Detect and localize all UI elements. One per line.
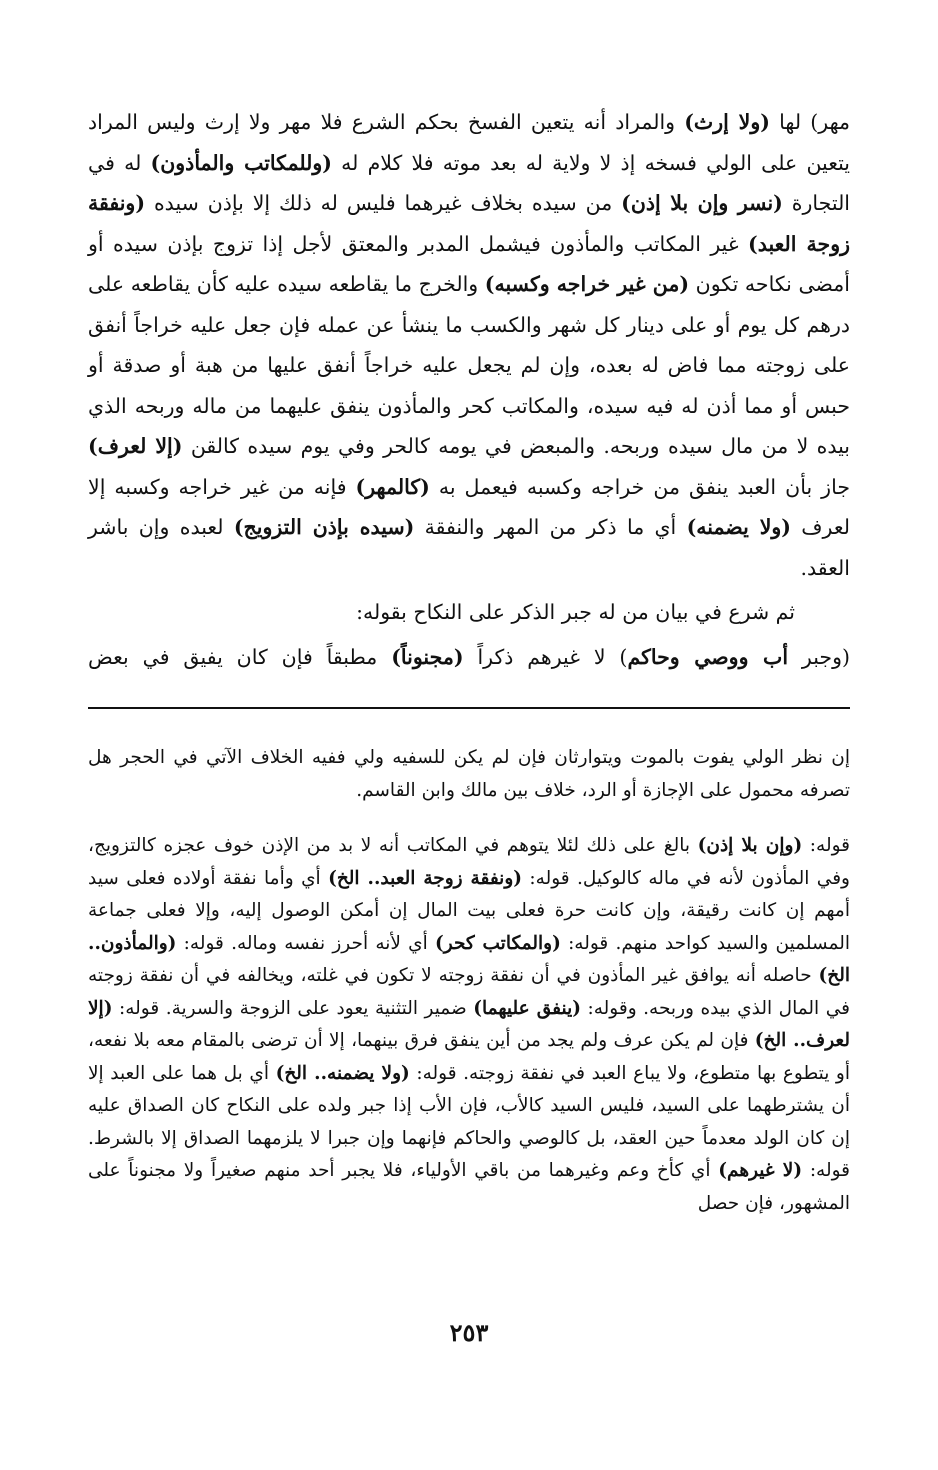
bold-text-run: (سيده بإذن التزويج)	[233, 515, 415, 539]
text-run: والمراد أنه يتعين الفسخ بحكم الشرع فلا مهر ولا إرث وليس المراد يتعين على الولي فسخه إذ لا ولاية له بعد موته فلا كلام له	[88, 110, 851, 175]
text-run: غير المكاتب والمأذون فيشمل المدبر والمعتق لأجل إذا تزوج بإذن سيده أو أمضى نكاحه تكون	[88, 231, 850, 296]
text-run: (وجبر	[788, 644, 850, 669]
bold-text-run: (وللمكاتب والمأذون)	[150, 150, 332, 175]
text-run: إن نظر الولي يفوت بالموت ويتوارثان فإن لم يكن للسفيه ولي ففيه الخلاف الآتي في الحجر هل تصرفه محمول على الإجازة أو الرد، خلاف بين مالك وابن القاسم.	[88, 747, 850, 801]
footnote-divider	[88, 707, 850, 709]
text-run: أي ما ذكر من المهر والنفقة	[414, 515, 687, 539]
text-run: مهر) لها	[769, 110, 850, 134]
text-run: من سيده بخلاف غيرهما فليس له ذلك إلا بإذن سيده	[145, 191, 622, 215]
bold-text-run: (لا غيرهم)	[718, 1160, 803, 1181]
bold-text-run: (ولا يضمنه)	[686, 515, 791, 539]
bold-text-run: (وإن بلا إذن)	[697, 835, 803, 856]
bold-text-run: (ينفق عليهما)	[473, 997, 581, 1019]
text-run: له في التجارة	[88, 150, 851, 215]
page-number: ٢٥٣	[449, 1318, 489, 1347]
text-run: بالغ على ذلك لئلا يتوهم في المكاتب أنه لا بد من الإذن خوف عجزه كالتزويج، وفي المأذون لأنه في ماله كالوكيل. قوله:	[88, 835, 850, 889]
text-run: أي كأخ وعم وغيرهما من باقي الأولياء، فلا يجبر أحد منهم صغيراً ولا مجنوناً على المشهور، فإن حصل	[88, 1160, 850, 1214]
text-run: أي بل هما على العبد إلا أن يشترطهما على السيد، فليس السيد كالأب، فإن الأب إذا جبر ولده على النكاح كان الصداق عليه إن كان الولد معدماً حين العقد، بل كالوصي والحاكم فإنهما وإن جبرا لا يلزمهما الصداق إلا بالشرط. قوله:	[88, 1062, 851, 1181]
text-run: والخرج ما يقاطعه سيده عليه كأن يقاطعه على درهم كل يوم أو على دينار كل شهر والكسب ما ينشأ عن عمله فإن جعل عليه خراجاً أنفق على زوجته مما فاض له بعده، وإن لم يجعل عليه خراجاً أنفق عليها من هبة أو صدقة أو حبس أو مما أذن له فيه سيده، والمكاتب كحر والمأذون ينفق عليهما من ماله وربحه الذي بيده لا من مال سيده وربحه. والمبعض في يومه كالحر وفي يوم سيده كالقن	[88, 272, 851, 458]
text-run: فإنه من غير خراجه وكسبه إلا لعرف	[88, 474, 851, 539]
main-paragraph-3	[88, 637, 850, 678]
bold-text-run: (إلا لعرف)	[88, 434, 183, 458]
text-run: أي لأنه أحرز نفسه وماله. قوله:	[176, 932, 436, 954]
bold-text-run: (كالمهر)	[355, 474, 430, 499]
main-paragraph-1	[88, 102, 850, 588]
main-paragraph-2: ثم شرع في بيان من له جبر الذكر على النكاح بقوله:	[356, 600, 795, 624]
text-run: ضمير التثنية يعود على الزوجة والسرية. قوله:	[112, 997, 474, 1019]
text-run: قوله:	[802, 835, 850, 856]
bold-text-run: (ولا إرث)	[684, 110, 770, 134]
bold-text-run: (ونفقة زوجة العبد)	[88, 191, 851, 256]
bold-text-run: (إلا لعرف.. الخ)	[88, 997, 850, 1051]
bold-text-run: (ونفقة زوجة العبد.. الخ)	[328, 867, 523, 889]
bold-text-run: أب ووصي وحاكم	[627, 644, 789, 669]
bold-text-run: (والمأذون.. الخ)	[88, 932, 850, 986]
bold-text-run: (ولا يضمنه.. الخ)	[275, 1062, 410, 1084]
main-text-block	[88, 102, 850, 677]
text-run: فإن لم يكن عرف ولم يجد من أين ينفق فرق بينهما، إلا أن ترضى بالمقام معه بلا نفعه، أو يتطوع بها متطوع، ولا يباع العبد في نفقة زوجته. قوله:	[88, 1030, 851, 1084]
text-run: أي وأما نفقة أولاده فعلى سيد أمهم إن كانت رقيقة، وإن كانت حرة فعلى بيت المال إن أمكن الوصول إليه، وإلا فعلى جماعة المسلمين والسيد كواحد منهم. قوله:	[88, 867, 850, 954]
bold-text-run: (من غير خراجه وكسبه)	[484, 272, 690, 296]
text-run: ) لا غيرهم ذكراً	[463, 644, 628, 669]
footnotes-block	[88, 742, 850, 1220]
text-run: لعبده وإن باشر العقد.	[88, 515, 850, 580]
text-run: جاز بأن العبد ينفق من خراجه وكسبه فيعمل به	[429, 474, 850, 499]
bold-text-run: (والمكاتب كحر)	[435, 932, 561, 954]
bold-text-run: (نسر وإن بلا إذن)	[621, 191, 783, 215]
bold-text-run: (مجنوناً)	[391, 644, 464, 669]
text-run: حاصله أنه يوافق غير المأذون في أن نفقة زوجته لا تكون في غلته، ويخالفه في أن نفقة زوجته في المال الذي بيده وربحه. وقوله:	[88, 965, 850, 1019]
text-run: مطبقاً فإن كان يفيق في بعض	[88, 644, 392, 669]
footnote-paragraph-1	[88, 742, 850, 807]
footnote-paragraph-2	[88, 830, 850, 1220]
